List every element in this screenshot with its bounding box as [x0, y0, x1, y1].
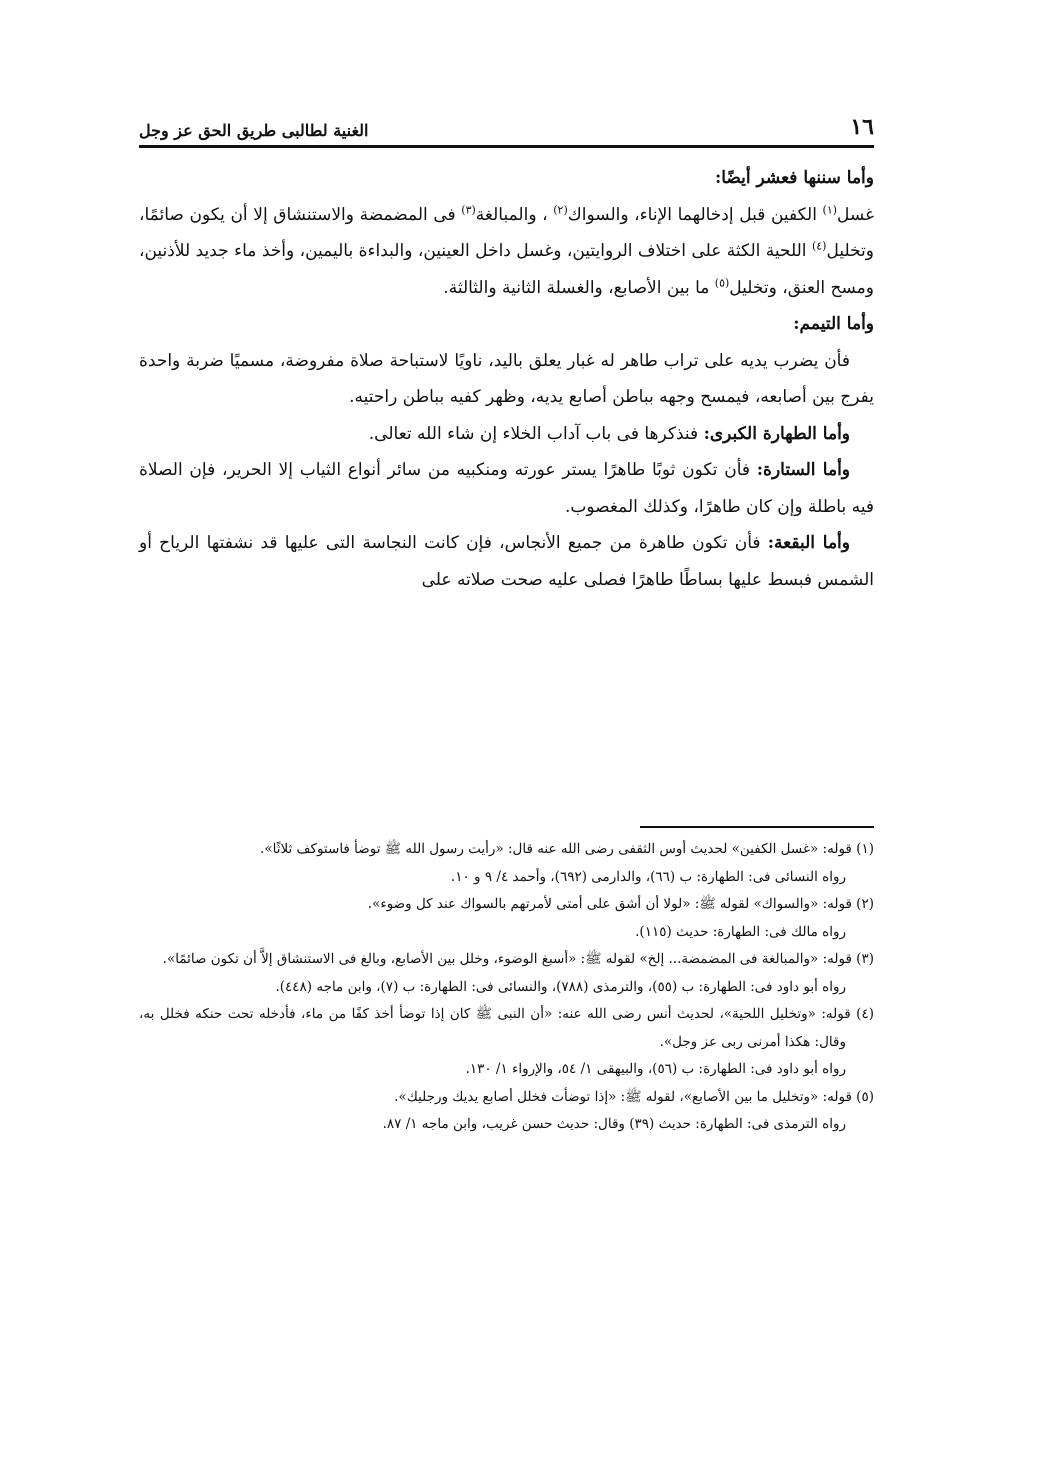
footnote-separator — [640, 826, 874, 828]
paragraph-tahara-kubra: وأما الطهارة الكبرى: فنذكرها فى باب آداب الخلاء إن شاء الله تعالى. — [368, 423, 850, 444]
footnote-4: (٤) قوله: «وتخليل اللحية»، لحديث أنس رضى الله عنه: «أن النبى ﷺ كان إذا توضأ أخذ كفًا من ماء، فأدخله تحت حنكه فخلل به، وقال: هكذا أمرنى ربى عز وجل». — [139, 1006, 874, 1050]
footnote-5-source: رواه الترمذى فى: الطهارة: حديث (٣٩) وقال: حديث حسن غريب، وابن ماجه ١/ ٨٧. — [382, 1116, 846, 1132]
main-text — [139, 160, 874, 598]
paragraph-sunan: غسل$^{(١)}$ الكفين قبل إدخالهما الإناء، والسواك$^{(٢)}$ ، والمبالغة$^{(٣)}$ فى المضمضة والاستنشاق إلا أن يكون صائمًا، وتخليل$^{(٤)}$ اللحية الكثة على اختلاف الروايتين، وغسل داخل العينين، والبداءة باليمين، وأخذ ماء جديد للأذنين، ومسح العنق، وتخليل$^{(٥)}$ ما بين الأصابع، والغسلة الثانية والثالثة. — [139, 202, 874, 298]
footnotes — [139, 836, 874, 1139]
paragraph-buqa: وأما البقعة: فأن تكون طاهرة من جميع الأنجاس، فإن كانت النجاسة التى عليها قد نشفتها الرياح أو الشمس فبسط عليها بساطًا طاهرًا فصلى عليه صحت صلاته على — [139, 533, 874, 590]
page-number: ١٦ — [850, 114, 874, 140]
paragraph-sitara: وأما الستارة: فأن تكون ثوبًا طاهرًا يستر عورته ومنكبيه من سائر أنواع الثياب إلا الحرير، فإن الصلاة فيه باطلة وإن كان طاهرًا، وكذلك المغصوب. — [139, 460, 874, 517]
header-rule — [139, 145, 874, 148]
footnote-5: (٥) قوله: «وتخليل ما بين الأصابع»، لقوله ﷺ: «إذا توضأت فخلل أصابع يديك ورجليك». — [394, 1088, 874, 1105]
footnote-4-source: رواه أبو داود فى: الطهارة: ب (٥٦)، والبيهقى ١/ ٥٤، والإرواء ١/ ١٣٠. — [465, 1061, 846, 1077]
footnote-ref-2: (٢) — [553, 202, 568, 216]
heading-tayammum: وأما التيمم: — [793, 314, 874, 334]
footnote-2-source: رواه مالك فى: الطهارة: حديث (١١٥). — [635, 923, 846, 940]
footnote-2: (٢) قوله: «والسواك» لقوله ﷺ: «لولا أن أشق على أمتى لأمرتهم بالسواك عند كل وضوء». — [367, 896, 874, 912]
footnote-3-source: رواه أبو داود فى: الطهارة: ب (٥٥)، والترمذى (٧٨٨)، والنسائى فى: الطهارة: ب (٧)، وابن ماجه (٤٤٨). — [275, 978, 846, 995]
footnote-1: (١) قوله: «غسل الكفين» لحديث أوس الثقفى رضى الله عنه قال: «رأيت رسول الله ﷺ توضأ فاستوكف ثلاثًا». — [260, 841, 874, 857]
footnote-1-source: رواه النسائى فى: الطهارة: ب (٦٦)، والدارمى (٦٩٢)، وأحمد ٤/ ٩ و ١٠. — [450, 868, 846, 885]
footnote-3: (٣) قوله: «والمبالغة فى المضمضة... إلخ» لقوله ﷺ: «أسبغ الوضوء، وخلل بين الأصابع، وبالغ فى الاستنشاق إلاَّ أن تكون صائمًا». — [162, 951, 874, 967]
footnote-ref-3: (٣) — [461, 202, 476, 216]
footnote-ref-5: (٥) — [714, 275, 730, 289]
page-header — [139, 106, 874, 140]
footnote-ref-1: (١) — [822, 202, 838, 216]
paragraph-tayammum: فأن يضرب يديه على تراب طاهر له غبار يعلق باليد، ناويًا لاستباحة صلاة مفروضة، مسميًا ضربة واحدة يفرج بين أصابعه، فيمسح وجهه بباطن أصابع يديه، وظهر كفيه بباطن راحتيه. — [139, 350, 874, 407]
running-title: الغنية لطالبى طريق الحق عز وجل — [139, 121, 369, 140]
heading-sunan: وأما سننها فعشر أيضًا: — [714, 168, 874, 188]
footnote-ref-4: (٤) — [811, 239, 827, 253]
